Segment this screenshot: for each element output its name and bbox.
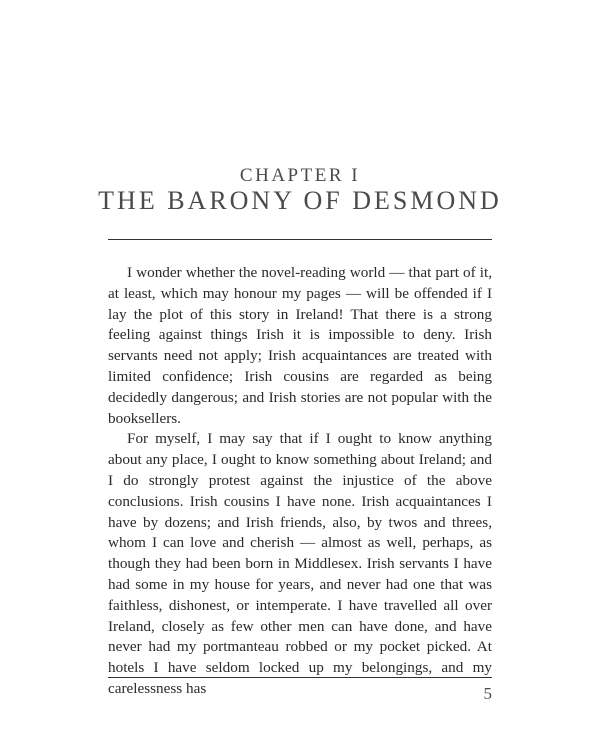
paragraph: For myself, I may say that if I ought to know anything about any place, I ought to know something about Ireland; and I do strongly protest against the injustice of the above conclusions. Irish cousins I have none. Irish acquaintances I have by dozens; and Irish friends, also, by twos and threes, whom I can love and cherish — almost as well, perhaps, as though they had been born in Middlesex. Irish servants I have had some in my house for years, and never had one that was faithless, dishonest, or intemperate. I have travelled all over Ireland, closely as few other men can have done, and have never had my portmanteau robbed or my pocket picked. At hotels I have seldom locked up my belongings, and my carelessness has (108, 430, 492, 697)
top-rule (108, 239, 492, 240)
body-text (108, 263, 492, 700)
chapter-number: CHAPTER I (239, 165, 361, 186)
chapter-title: THE BARONY OF DESMOND (98, 186, 502, 215)
paragraph: I wonder whether the novel-reading world — that part of it, at least, which may honour my pages — will be offended if I lay the plot of this story in Ireland! That there is a strong feeling against things Irish it is impossible to deny. Irish servants need not apply; Irish acquaintances are treated with limited confidence; Irish cousins are regarded as being decidedly dangerous; and Irish stories are not popular with the booksellers. (108, 264, 492, 427)
bottom-rule (108, 677, 492, 678)
page-number: 5 (483, 684, 492, 703)
